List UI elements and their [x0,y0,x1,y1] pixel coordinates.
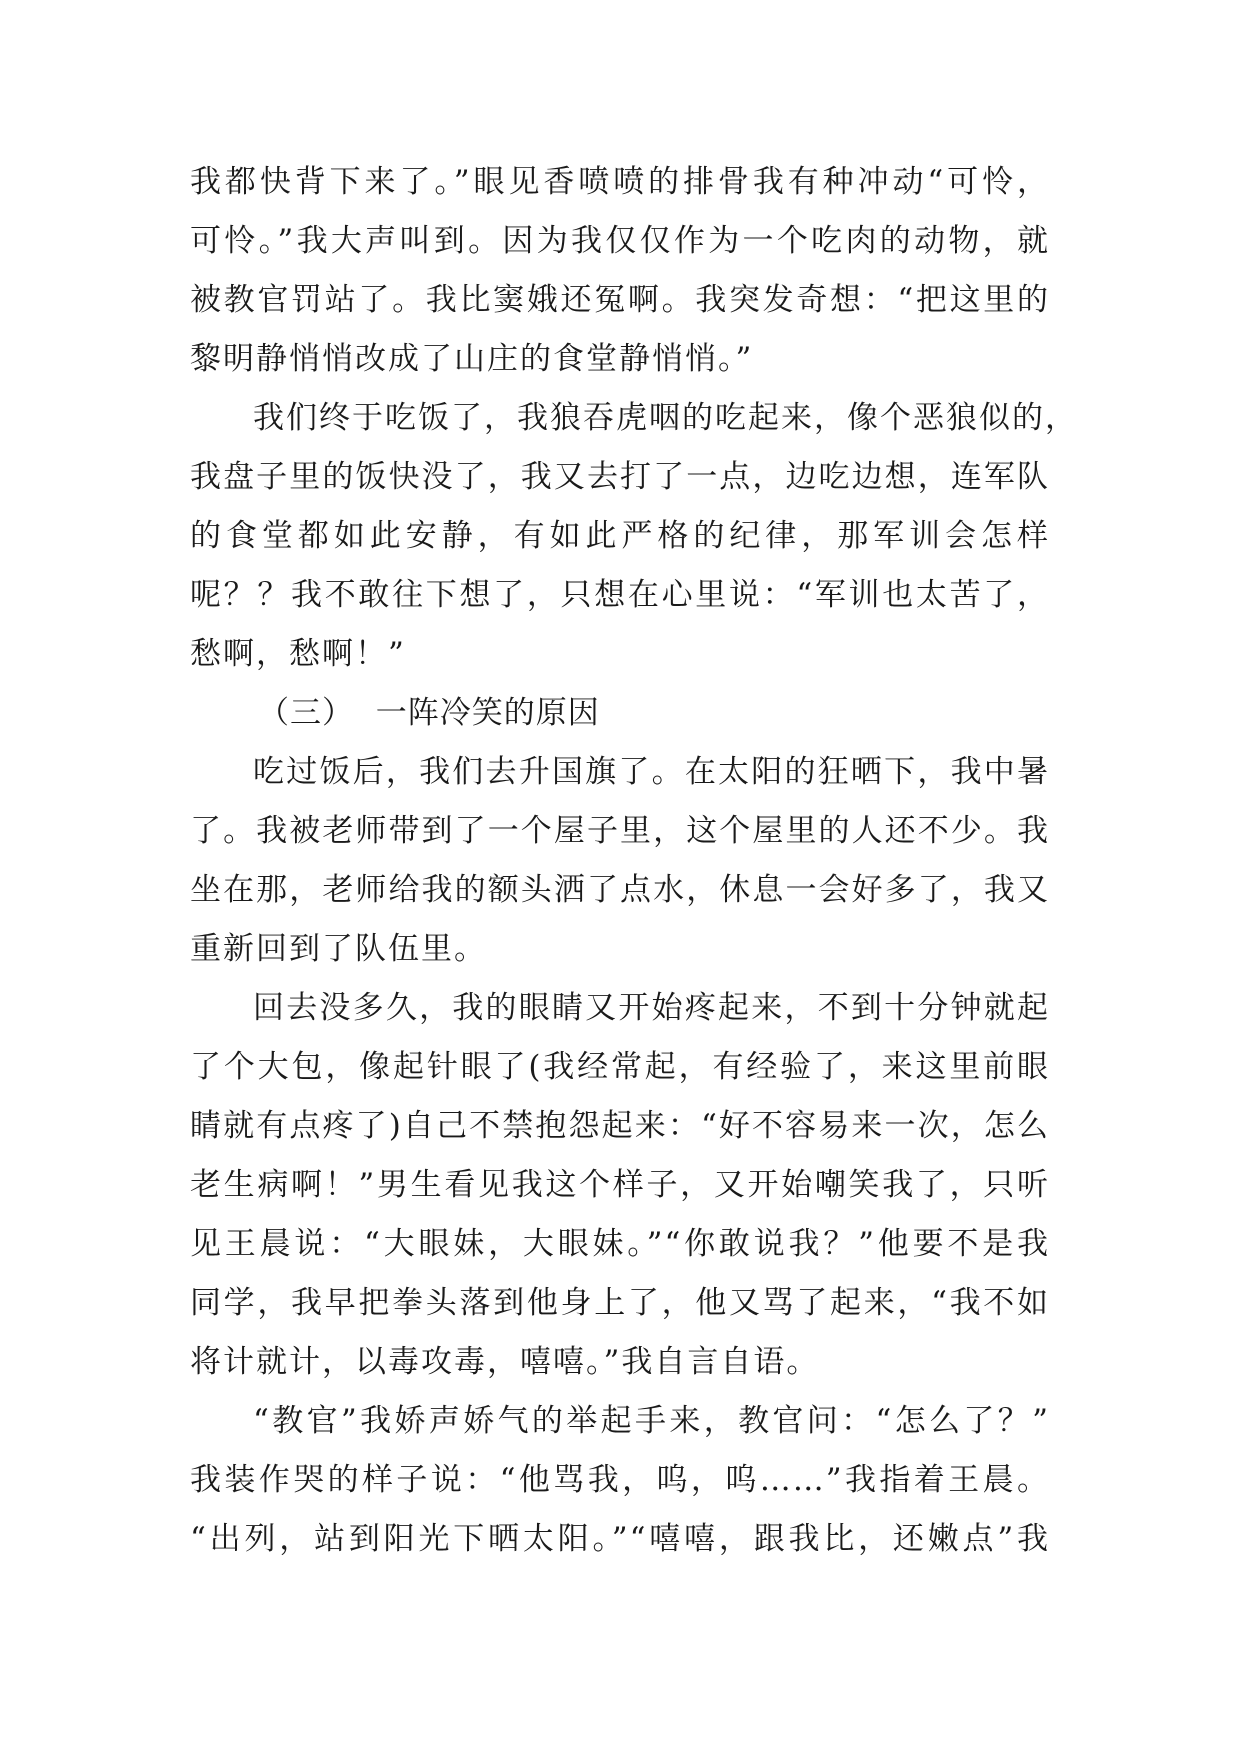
text-line: 见王晨说：“大眼妹，大眼妹。”“你敢说我？”他要不是我 [190,1226,1050,1262]
text-line: 了个大包，像起针眼了(我经常起，有经验了，来这里前眼 [190,1049,1050,1085]
paragraph-first-line: “教官”我娇声娇气的举起手来，教官问：“怎么了？” [253,1403,1050,1439]
text-line: 愁啊，愁啊！” [190,636,406,672]
text-line: 我装作哭的样子说：“他骂我，呜，呜……”我指着王晨。 [190,1462,1050,1498]
text-line: 黎明静悄悄改成了山庄的食堂静悄悄。” [190,341,754,377]
text-line: 我盘子里的饭快没了，我又去打了一点，边吃边想，连军队 [190,459,1050,495]
text-line: 睛就有点疼了)自己不禁抱怨起来：“好不容易来一次，怎么 [190,1108,1050,1144]
text-line: 可怜。”我大声叫到。因为我仅仅作为一个吃肉的动物，就 [190,223,1050,259]
text-line: 坐在那，老师给我的额头洒了点水，休息一会好多了，我又 [190,872,1050,908]
paragraph-first-line: 吃过饭后，我们去升国旗了。在太阳的狂晒下，我中暑 [253,754,1050,790]
section-heading: （三） 一阵冷笑的原因 [258,695,600,731]
paragraph-first-line: 我们终于吃饭了，我狼吞虎咽的吃起来，像个恶狼似的， [253,400,1078,436]
text-line: 呢？？我不敢往下想了，只想在心里说：“军训也太苦了， [190,577,1050,613]
text-line: 老生病啊！”男生看见我这个样子，又开始嘲笑我了，只听 [190,1167,1050,1203]
text-line: 将计就计，以毒攻毒，嘻嘻。”我自言自语。 [190,1344,820,1380]
paragraph-first-line: 回去没多久，我的眼睛又开始疼起来，不到十分钟就起 [253,990,1050,1026]
text-line: 同学，我早把拳头落到他身上了，他又骂了起来，“我不如 [190,1285,1050,1321]
text-line: 被教官罚站了。我比窦娥还冤啊。我突发奇想：“把这里的 [190,282,1050,318]
text-line: 了。我被老师带到了一个屋子里，这个屋里的人还不少。我 [190,813,1050,849]
text-line: 我都快背下来了。”眼见香喷喷的排骨我有种冲动“可怜， [190,164,1050,200]
text-line: 的食堂都如此安静，有如此严格的纪律，那军训会怎样 [190,518,1050,554]
text-line: “出列，站到阳光下晒太阳。”“嘻嘻，跟我比，还嫩点”我 [190,1521,1050,1557]
text-line: 重新回到了队伍里。 [190,931,487,967]
